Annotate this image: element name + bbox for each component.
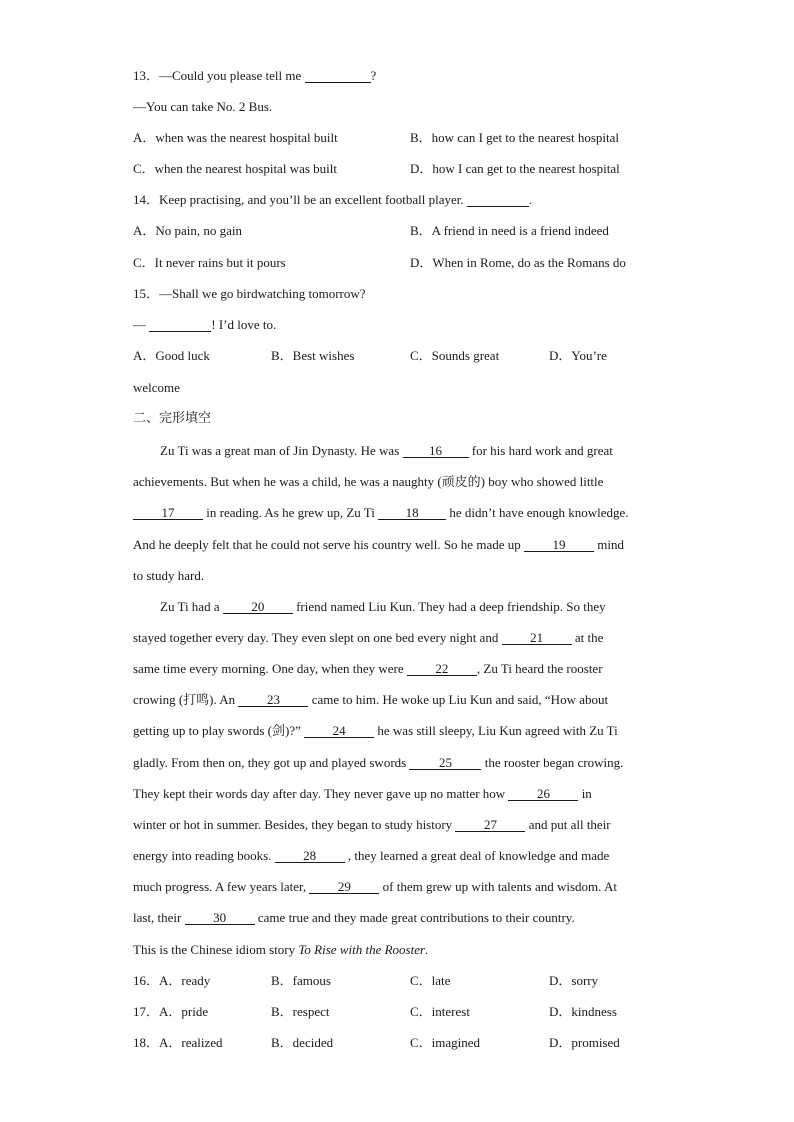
question-17-option-c: C．interest [410,1004,470,1019]
answer-blank [467,193,529,207]
question-14-stem: 14．Keep practising, and you’ll be an excellent football player. . [133,192,533,207]
question-13-option-c: C．when the nearest hospital was built [133,161,337,176]
question-18-option-d: D．promised [549,1035,620,1050]
passage-line: 17 in reading. As he grew up, Zu Ti 18 he didn’t have enough knowledge. [133,505,629,521]
passage-line: much progress. A few years later, 29 of them grew up with talents and wisdom. At [133,879,617,894]
question-16-option-b: B．famous [271,973,331,988]
question-15-option-c: C．Sounds great [410,348,500,363]
passage-line: achievements. But when he was a child, he was a naughty (顽皮的) boy who showed little [133,474,604,489]
passage-line: Zu Ti was a great man of Jin Dynasty. He was 16 for his hard work and great [160,443,613,458]
question-13-option-a: A．when was the nearest hospital built [133,130,338,145]
passage-line: last, their 30 came true and they made great contributions to their country. [133,910,575,925]
blank-18: 18 [378,506,446,520]
question-16-option-a: 16．A．ready [133,973,211,988]
section-heading-cloze: 二、完形填空 [133,411,212,426]
question-13-option-d: D．how I can get to the nearest hospital [410,161,620,176]
question-14-option-d: D．When in Rome, do as the Romans do [410,255,626,270]
blank-25: 25 [409,756,481,770]
blank-30: 30 [185,911,255,925]
passage-line: gladly. From then on, they got up and played swords 25 the rooster began crowing. [133,755,624,770]
blank-17: 17 [133,506,203,520]
question-13-stem: 13．—Could you please tell me ? [133,68,377,83]
question-13-reply: —You can take No. 2 Bus. [133,99,273,114]
question-18-option-c: C．imagined [410,1035,481,1050]
answer-blank [149,318,211,332]
passage-line: to study hard. [133,568,205,583]
blank-21: 21 [502,631,572,645]
passage-line: This is the Chinese idiom story To Rise with the Rooster. [133,942,429,957]
question-18-option-a: 18．A．realized [133,1035,223,1050]
blank-29: 29 [309,880,379,894]
passage-line: crowing (打鸣). An 23 came to him. He woke up Liu Kun and said, “How about [133,692,609,707]
question-16-option-c: C．late [410,973,451,988]
passage-line: winter or hot in summer. Besides, they began to study history 27 and put all their [133,817,611,832]
blank-24: 24 [304,724,374,738]
question-14-option-a: A．No pain, no gain [133,223,243,238]
question-15-stem: 15．—Shall we go birdwatching tomorrow? [133,286,366,301]
blank-16: 16 [403,444,469,458]
passage-line: energy into reading books. 28 , they learned a great deal of knowledge and made [133,848,610,863]
question-16-option-d: D．sorry [549,973,599,988]
blank-23: 23 [238,693,308,707]
question-14-option-b: B．A friend in need is a friend indeed [410,223,609,238]
passage-line: same time every morning. One day, when they were 22 , Zu Ti heard the rooster [133,661,603,676]
question-15-option-b: B．Best wishes [271,348,355,363]
idiom-title: To Rise with the Rooster [298,942,426,957]
question-15-option-d: D．You’re [549,348,607,363]
blank-27: 27 [455,818,525,832]
blank-28: 28 [275,849,345,863]
question-17-option-a: 17．A．pride [133,1004,209,1019]
blank-19: 19 [524,538,594,552]
question-15-option-d-continued: welcome [133,380,180,395]
blank-22: 22 [407,662,477,676]
passage-line: stayed together every day. They even slept on one bed every night and 21 at the [133,630,604,645]
question-13-option-b: B．how can I get to the nearest hospital [410,130,620,145]
question-14-option-c: C．It never rains but it pours [133,255,286,270]
blank-20: 20 [223,600,293,614]
question-18-option-b: B．decided [271,1035,334,1050]
blank-26: 26 [508,787,578,801]
passage-line: getting up to play swords (剑)?” 24 he was still sleepy, Liu Kun agreed with Zu Ti [133,723,618,738]
question-15-reply: — ! I’d love to. [133,317,277,332]
question-15-option-a: A．Good luck [133,348,210,363]
question-17-option-b: B．respect [271,1004,330,1019]
question-17-option-d: D．kindness [549,1004,617,1019]
passage-line: They kept their words day after day. They never gave up no matter how 26 in [133,786,592,801]
passage-line: And he deeply felt that he could not serve his country well. So he made up 19 mind [133,537,624,552]
passage-line: Zu Ti had a 20 friend named Liu Kun. They had a deep friendship. So they [160,599,606,614]
answer-blank [305,69,371,83]
